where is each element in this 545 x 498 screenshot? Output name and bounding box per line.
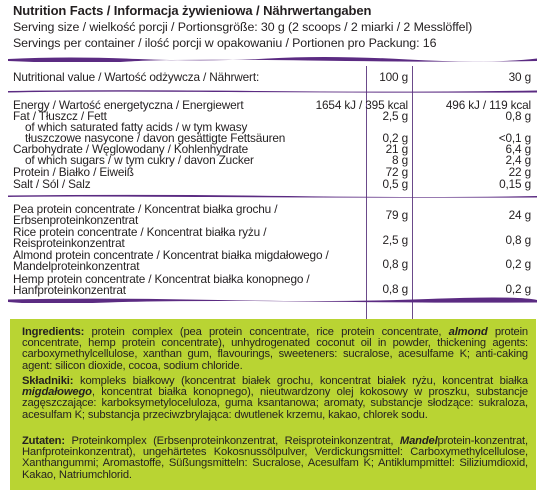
row-rice-protein: Reisproteinkonzentrat [13,236,125,250]
ingredients-pl: Składniki: kompleks białkowy (koncentrat białek grochu, koncentrat białek ryżu, koncentrat białka migdałowego, koncentrat białka konopnego), nieutwardzony olej kokosowy w proszku, substancje zagęszczające: karboksymetyloceluloza, guma ksantanowa; aromaty, substancje słodzące: sukraloza, acesulfam K; substancja przeciwzbrylająca: dwutlenek krzemu, kakao, chlorek sodu. [22,375,528,421]
row-hemp-protein-1: Hemp protein concentrate / Koncentrat białka konopnego / [13,272,310,286]
row-saturated-label-1: of which saturated fatty acids / w tym kwasy [25,120,248,134]
ingredients-en: Ingredients: protein complex (pea protein concentrate, rice protein concentrate, almond protein concentrate, hemp protein concentrate), unhydrogenated coconut oil in powder, thickening agents: carboxymethylcellulose, xanthan gum, flavourings, sweeteners: sucralose, acesulfame K; anti-caking agent: silicon dioxide, cocoa, sodium chloride. [22,326,529,372]
serving-size: Serving size / wielkość porcji / Portionsgröße: 30 g (2 scoops / 2 miarki / 2 Messlöffel) [13,20,473,34]
row-pea-protein: Erbsenproteinkonzentrat [13,213,139,227]
servings-per-container: Servings per container / ilość porcji w opakowaniu / Portionen pro Packung: 16 [13,36,437,50]
table-header-row: Nutritional value / Wartość odżywcza / Nährwert: 100 g 30 g [13,70,531,84]
row-pea-protein-1: Pea protein concentrate / Koncentrat białka grochu / [13,202,278,216]
divider-brush-low [8,194,537,198]
row-hemp-protein: Hanfproteinkonzentrat [13,283,126,297]
row-saturated: tłuszczowe nasycone / davon gesättigte Fettsäuren 0,2 g <0,1 g [25,131,531,145]
divider-brush-top [8,56,537,62]
divider-brush-mid [8,89,537,93]
label-title: Nutrition Facts / Informacja żywieniowa / Nährwertangaben [13,3,372,18]
row-energy: Energy / Wartość energetyczna / Energiewert 1654 kJ / 395 kcal 496 kJ / 119 kcal [13,98,531,112]
divider-brush-bottom [8,297,537,303]
row-carbohydrate: Carbohydrate / Węglowodany / Kohlenhydrate 21 g 6,4 g [13,142,531,156]
ingredients-de: Zutaten: Proteinkomplex (Erbsenproteinkonzentrat, Reisproteinkonzentrat, Mandelprotein-konzentrat, Hanfproteinkonzentrat), ungehärtetes Kokosnussölpulver, Verdickungsmittel: Carboxymethylcellulose, Xanthangummi; Aromastoffe, Süßungsmitteln: Sucralose, Acesulfam K; Antiklumpmittel: Siliziumdioxid, Kakao, Natriumchlorid. [22,435,528,481]
row-almond-protein-1: Almond protein concentrate / Koncentrat białka migdałowego / [13,248,329,262]
row-fat: Fat / Tłuszcz / Fett 2,5 g 0,8 g [13,109,531,123]
row-sugars: of which sugars / w tym cukry / davon Zucker 8 g 2,4 g [25,153,531,167]
row-salt: Salt / Sól / Salz 0,5 g 0,15 g [13,177,531,191]
row-rice-protein-1: Rice protein concentrate / Koncentrat białka ryżu / [13,225,267,239]
nutrition-label: Nutrition Facts / Informacja żywieniowa / Nährwertangaben Serving size / wielkość porcji / Portionsgröße: 30 g (2 scoops / 2 miarki / 2 Messlöffel) Servings per container / ilość porcji w opakowaniu / Portionen pro Packung: 16 Nutritional value / Wartość odżywcza / Nährwert: 100 g 30 g Energy / Wartość energetyczna / Energiewert 1654 kJ / 395 kcal 496 kJ / 119 kcal Fat / Tłuszcz / Fett 2,5 g 0,8 g of which saturated fatty acids / w tym kwasy tłuszczowe nasycone / davon gesättigte Fettsäuren 0,2 g <0,1 g Carbohydrate / Węglowodany / Kohlenhydrate 21 g 6,4 g of which sugars / w tym cukry / davon Zucker 8 g 2,4 g Protein / Białko / Eiweiß 72 g 22 g Salt / Sól / Salz 0,5 g 0,15 g Pea protein concentrate / Koncentrat białka grochu / Erbsenproteinkonzentrat 79 g 24 g Rice protein concentrate / Koncentrat białka ryżu / Reisproteinkonzentrat 2,5 g 0,8 g Almond protein concentrate / Koncentrat białka migdałowego / Mandelproteinkonzentrat 0,8 g 0,2 g Hemp protein concentrate / Koncentrat białka konopnego / Hanfproteinkonzentrat 0,8 g 0,2 g Ingredients: protein complex (pea protein concentrate, rice protein concentrate, almond protein concentrate, hemp protein concentrate), unhydrogenated coconut oil in powder, thickening agents: carboxymethylcellulose, xanthan gum, flavourings, sweeteners: sucralose, acesulfame K; anti-caking agent: silicon dioxide, cocoa, sodium chloride. Składniki: kompleks białkowy (koncentrat białek grochu, koncentrat białek ryżu, koncentrat białka migdałowego, koncentrat białka konopnego), nieutwardzony olej kokosowy w proszku, substancje zagęszczające: karboksymetyloceluloza, guma ksantanowa; aromaty, substancje słodzące: sukraloza, acesulfam K; substancja przeciwzbrylająca: dwutlenek krzemu, kakao, chlorek sodu. Zutaten: Proteinkomplex (Erbsenproteinkonzentrat, Reisproteinkonzentrat, Mandelprotein-konzentrat, Hanfproteinkonzentrat), ungehärtetes Kokosnussölpulver, Verdickungsmittel: Carboxymethylcellulose, Xanthangummi; Aromastoffe, Süßungsmitteln: Sucralose, Acesulfam K; Antiklumpmittel: Siliziumdioxid, Kakao, Natriumchlorid. [0,0,545,498]
row-almond-protein: Mandelproteinkonzentrat [13,259,140,273]
row-protein: Protein / Białko / Eiweiß 72 g 22 g [13,165,531,179]
